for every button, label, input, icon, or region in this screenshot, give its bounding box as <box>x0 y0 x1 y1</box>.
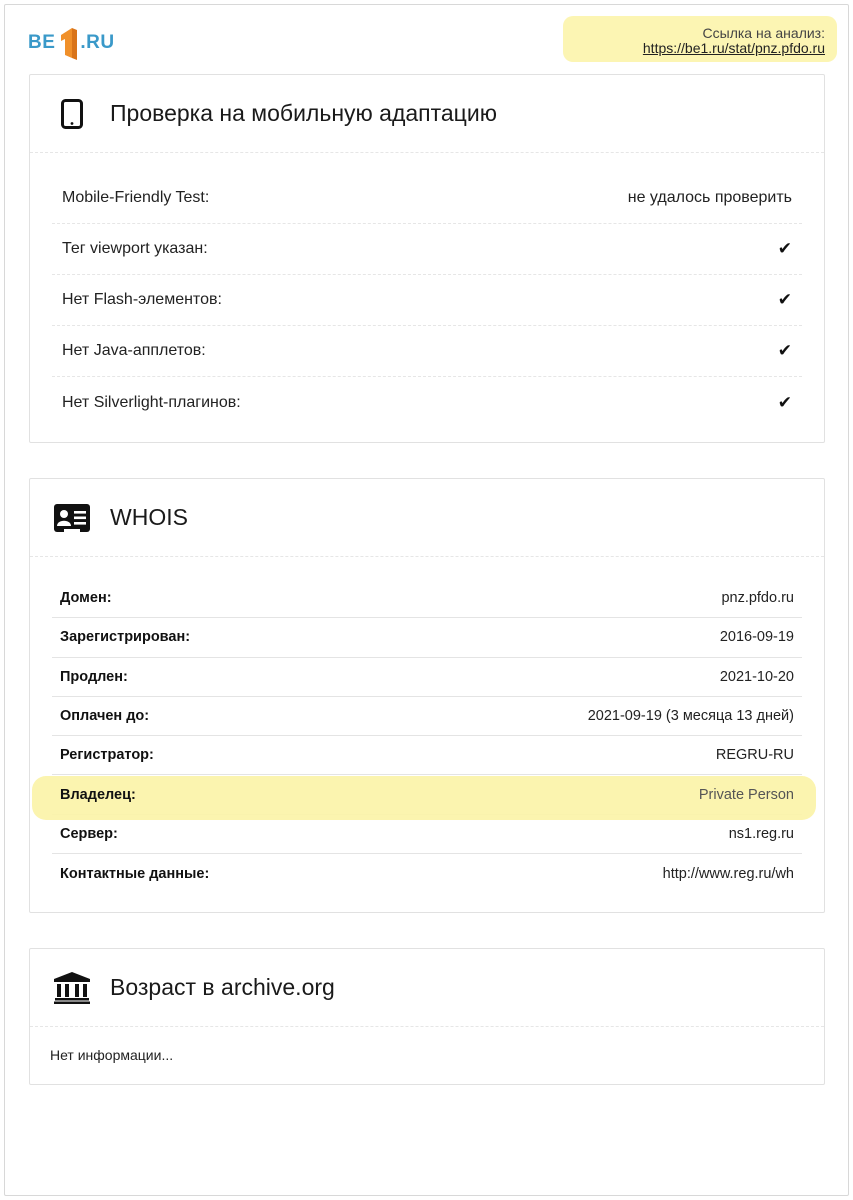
whois-row-renewed <box>52 658 802 697</box>
mobile-row-label: Mobile-Friendly Test: <box>62 189 210 206</box>
whois-row-label: Сервер: <box>60 825 118 842</box>
whois-row-owner <box>52 775 802 814</box>
mobile-row-label: Нет Silverlight-плагинов: <box>62 393 241 411</box>
whois-row-label: Владелец: <box>60 786 136 803</box>
whois-row-value: 2021-10-20 <box>719 668 794 685</box>
whois-row-value: 2021-09-19 (3 месяца 13 дней) <box>587 708 794 725</box>
mobile-rows <box>30 153 824 428</box>
whois-row-label: Зарегистрирован: <box>60 629 191 646</box>
whois-row-label: Продлен: <box>60 668 128 685</box>
whois-row-value: http://www.reg.ru/wh <box>662 865 794 882</box>
archive-card-title: Возраст в archive.org <box>110 974 335 1000</box>
mobile-card-title: Проверка на мобильную адаптацию <box>110 100 497 126</box>
whois-row-server <box>52 815 802 854</box>
whois-rows <box>30 557 824 893</box>
whois-row-value: 2016-09-19 <box>719 629 794 646</box>
whois-card-title: WHOIS <box>110 504 188 530</box>
whois-row-value: pnz.pfdo.ru <box>721 590 794 607</box>
whois-row-contacts <box>52 854 802 893</box>
mobile-check-card <box>29 74 825 443</box>
mobile-row-label: Нет Java-апплетов: <box>62 342 206 359</box>
whois-row-registered <box>52 618 802 657</box>
mobile-row <box>52 377 802 428</box>
whois-row-value: ns1.reg.ru <box>728 825 794 842</box>
logo-text-left: BE <box>28 32 56 53</box>
whois-row-value: Private Person <box>698 786 794 803</box>
mobile-row-label: Тег viewport указан: <box>62 240 208 257</box>
whois-row-label: Контактные данные: <box>60 865 210 882</box>
whois-row-label: Домен: <box>60 590 112 607</box>
id-card-icon <box>54 500 90 536</box>
mobile-row <box>52 275 802 326</box>
whois-row-label: Оплачен до: <box>60 708 150 725</box>
report-link-label: Ссылка на анализ: <box>702 25 825 41</box>
checkmark-icon: ✔ <box>777 290 792 309</box>
institution-icon <box>54 970 90 1006</box>
mobile-row <box>52 326 802 377</box>
whois-row-label: Регистратор: <box>60 747 154 764</box>
checkmark-icon: ✔ <box>777 392 792 412</box>
whois-row-domain <box>52 579 802 618</box>
whois-row-registrar <box>52 736 802 775</box>
whois-card-header <box>30 479 824 557</box>
tablet-icon <box>54 96 90 132</box>
report-link-block <box>643 26 825 56</box>
logo-text-right: .RU <box>80 32 115 53</box>
checkmark-icon: ✔ <box>777 239 792 258</box>
mobile-row-value: не удалось проверить <box>627 189 792 206</box>
whois-row-paid-until <box>52 697 802 736</box>
archive-card <box>29 948 825 1085</box>
logo-one-mark-icon <box>57 26 79 60</box>
be1-logo[interactable] <box>28 26 115 60</box>
mobile-card-header <box>30 75 824 153</box>
whois-row-value: REGRU-RU <box>715 747 794 764</box>
archive-card-header <box>30 949 824 1027</box>
mobile-row <box>52 173 802 224</box>
archive-no-info-text: Нет информации... <box>50 1047 174 1063</box>
report-link-url[interactable]: https://be1.ru/stat/pnz.pfdo.ru <box>642 40 825 56</box>
checkmark-icon: ✔ <box>777 341 792 360</box>
whois-card <box>29 478 825 913</box>
mobile-row <box>52 224 802 275</box>
mobile-row-label: Нет Flash-элементов: <box>62 291 222 308</box>
